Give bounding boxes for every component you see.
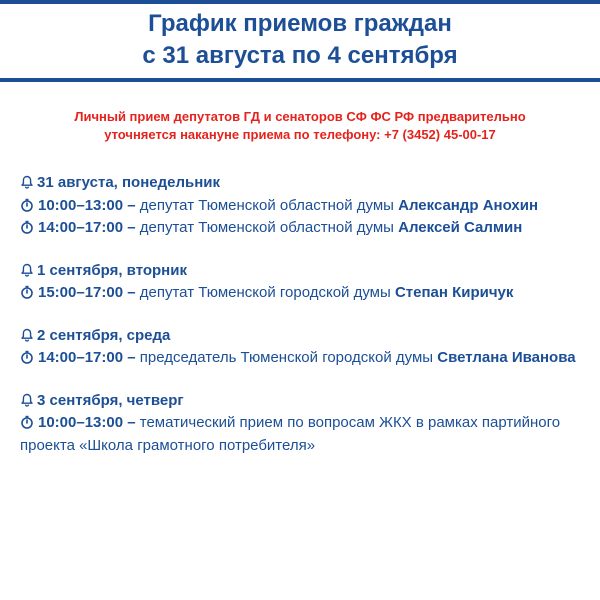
entry-description: председатель Тюменской городской думы [135, 349, 438, 366]
top-accent-bar [0, 0, 600, 4]
entry-time: 14:00–17:00 – [38, 349, 136, 366]
entry-description: депутат Тюменской областной думы [135, 219, 399, 236]
day-heading [20, 390, 585, 413]
entry-time: 15:00–17:00 – [38, 284, 136, 301]
schedule-entry [20, 412, 585, 457]
day-block [20, 260, 585, 305]
stopwatch-icon [20, 220, 34, 234]
bell-icon [20, 263, 34, 277]
entry-description: тематический прием по вопросам ЖКХ в рамках партийного проекта «Школа грамотного потребителя» [20, 414, 561, 454]
schedule-entry [20, 195, 585, 218]
notice-text [20, 108, 580, 144]
day-block [20, 172, 585, 240]
entry-time: 14:00–17:00 – [38, 219, 136, 236]
entry-description: депутат Тюменской городской думы [135, 284, 395, 301]
day-heading [20, 260, 585, 283]
day-block [20, 325, 585, 370]
entry-person: Александр Анохин [398, 196, 539, 214]
stopwatch-icon [20, 350, 34, 364]
stopwatch-icon [20, 415, 34, 429]
bell-icon [20, 393, 34, 407]
schedule-entry [20, 217, 585, 240]
title-line-1: График приемов граждан [148, 10, 452, 37]
bell-icon [20, 328, 34, 342]
entry-person: Светлана Иванова [437, 349, 576, 366]
day-heading-text: 3 сентября, четверг [37, 391, 184, 409]
day-heading [20, 172, 585, 195]
day-block [20, 390, 585, 458]
entry-person: Алексей Салмин [398, 219, 523, 236]
day-heading-text: 2 сентября, среда [37, 326, 171, 344]
bell-icon [20, 175, 34, 189]
page-title [0, 8, 600, 72]
title-line-2: с 31 августа по 4 сентября [142, 42, 458, 69]
notice-line-1: Личный прием депутатов ГД и сенаторов СФ ФС РФ предварительно [74, 109, 526, 124]
day-heading-text: 31 августа, понедельник [37, 174, 221, 191]
entry-time: 10:00–13:00 – [38, 414, 136, 431]
entry-time: 10:00–13:00 – [38, 196, 136, 214]
entry-description: депутат Тюменской областной думы [135, 196, 399, 214]
header-divider [0, 78, 600, 82]
day-heading-text: 1 сентября, вторник [37, 261, 187, 279]
notice-line-2: уточняется накануне приема по телефону: +7 (3452) 45-00-17 [104, 127, 496, 142]
stopwatch-icon [20, 285, 34, 299]
day-heading [20, 325, 585, 348]
stopwatch-icon [20, 198, 34, 212]
schedule-entry [20, 347, 585, 370]
entry-person: Степан Киричук [394, 284, 514, 301]
schedule-list [20, 172, 585, 477]
schedule-entry [20, 282, 585, 305]
